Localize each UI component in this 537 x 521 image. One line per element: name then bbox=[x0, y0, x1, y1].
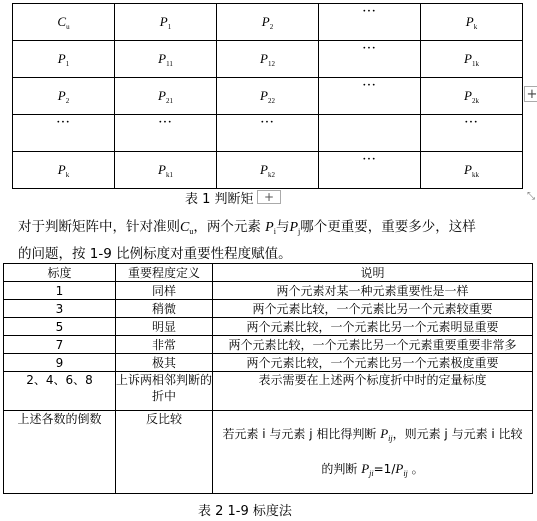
matrix-cell bbox=[319, 115, 421, 152]
explanation-cell: 两个元素比较，一个元素比另一个元素极度重要 bbox=[213, 354, 533, 372]
scale-cell: 7 bbox=[4, 336, 116, 354]
scale-cell: 2、4、6、8 bbox=[4, 372, 116, 411]
matrix-cell: ··· bbox=[319, 41, 421, 78]
matrix-cell: ··· bbox=[115, 115, 217, 152]
matrix-cell: $P_1$ bbox=[115, 4, 217, 41]
explanation-cell: 表示需要在上述两个标度折中时的定量标度 bbox=[213, 372, 533, 411]
matrix-cell: $P_k$ bbox=[13, 152, 115, 189]
judgement-matrix-table bbox=[12, 3, 523, 189]
matrix-cell: ··· bbox=[319, 78, 421, 115]
explanation-cell: 两个元素比较，一个元素比另一个元素明显重要 bbox=[213, 318, 533, 336]
table-row bbox=[4, 282, 533, 300]
matrix-cell: $P_{21}$ bbox=[115, 78, 217, 115]
explanation-cell: 两个元素比较，一个元素比另一个元素重要重要非常多 bbox=[213, 336, 533, 354]
table2-caption: 表 2 1-9 标度法 bbox=[198, 504, 292, 519]
matrix-row bbox=[13, 41, 523, 78]
reciprocal-line-2: 的判断 $P_{ji}=1/P_{ij}$ 。 bbox=[321, 461, 424, 478]
scale-cell: 上述各数的倒数 bbox=[4, 411, 116, 494]
matrix-cell: $P_{1k}$ bbox=[421, 41, 523, 78]
definition-cell: 非常 bbox=[116, 336, 213, 354]
scale-table-header-row bbox=[4, 264, 533, 282]
matrix-row bbox=[13, 4, 523, 41]
explanation-cell: 两个元素对某一种元素重要性是一样 bbox=[213, 282, 533, 300]
matrix-cell: ··· bbox=[319, 152, 421, 189]
matrix-cell: ··· bbox=[421, 115, 523, 152]
definition-cell: 明显 bbox=[116, 318, 213, 336]
matrix-row bbox=[13, 152, 523, 189]
definition-cell: 上诉两相邻判断的折中 bbox=[116, 372, 213, 411]
matrix-cell: ··· bbox=[13, 115, 115, 152]
matrix-cell: $P_2$ bbox=[217, 4, 319, 41]
definition-cell: 同样 bbox=[116, 282, 213, 300]
scale-cell: 3 bbox=[4, 300, 116, 318]
scale-table bbox=[3, 263, 533, 494]
table1-caption: 表 1 判断矩 bbox=[185, 192, 254, 207]
matrix-cell: $P_{11}$ bbox=[115, 41, 217, 78]
matrix-row bbox=[13, 78, 523, 115]
header-definition: 重要程度定义 bbox=[116, 264, 213, 282]
explanation-cell: 两个元素比较，一个元素比另一个元素较重要 bbox=[213, 300, 533, 318]
matrix-cell: $P_{12}$ bbox=[217, 41, 319, 78]
table-row bbox=[4, 300, 533, 318]
table-row bbox=[4, 411, 533, 494]
table-resize-handle-icon[interactable]: ⤡ bbox=[527, 191, 535, 202]
reciprocal-line-1: 若元素 i 与元素 j 相比得判断 $P_{ij}$，则元素 j 与元素 i 比较 bbox=[222, 426, 523, 443]
matrix-cell: $P_2$ bbox=[13, 78, 115, 115]
definition-cell: 稍微 bbox=[116, 300, 213, 318]
add-row-plus-icon[interactable]: + bbox=[257, 190, 281, 204]
paragraph-line-2: 的问题，按 1-9 比例标度对重要性程度赋值。 bbox=[18, 246, 292, 262]
matrix-row bbox=[13, 115, 523, 152]
definition-cell: 极其 bbox=[116, 354, 213, 372]
header-explanation: 说明 bbox=[213, 264, 533, 282]
element-i-variable: $P_i$ bbox=[265, 220, 276, 236]
matrix-cell: $P_{k2}$ bbox=[217, 152, 319, 189]
scale-cell: 9 bbox=[4, 354, 116, 372]
matrix-cell: $P_1$ bbox=[13, 41, 115, 78]
table-row bbox=[4, 318, 533, 336]
add-column-plus-icon[interactable]: + bbox=[524, 86, 537, 102]
matrix-cell: ··· bbox=[319, 4, 421, 41]
scale-cell: 5 bbox=[4, 318, 116, 336]
element-j-variable: $P_j$ bbox=[289, 220, 301, 236]
paragraph-line-1: 对于判断矩阵中，针对准则$C_u$，两个元素 $P_i$与$P_j$哪个更重要，重要多少，这样 bbox=[18, 219, 476, 236]
table-row bbox=[4, 336, 533, 354]
criterion-variable: $C_u$ bbox=[180, 220, 194, 236]
matrix-cell: ··· bbox=[217, 115, 319, 152]
matrix-cell: $P_{2k}$ bbox=[421, 78, 523, 115]
matrix-cell: $P_k$ bbox=[421, 4, 523, 41]
matrix-cell: $P_{kk}$ bbox=[421, 152, 523, 189]
header-scale: 标度 bbox=[4, 264, 116, 282]
matrix-cell: $P_{22}$ bbox=[217, 78, 319, 115]
matrix-cell: $P_{k1}$ bbox=[115, 152, 217, 189]
scale-cell: 1 bbox=[4, 282, 116, 300]
table-row bbox=[4, 354, 533, 372]
explanation-cell bbox=[213, 411, 533, 494]
table-row bbox=[4, 372, 533, 411]
matrix-cell: $C_u$ bbox=[13, 4, 115, 41]
definition-cell: 反比较 bbox=[116, 411, 213, 494]
